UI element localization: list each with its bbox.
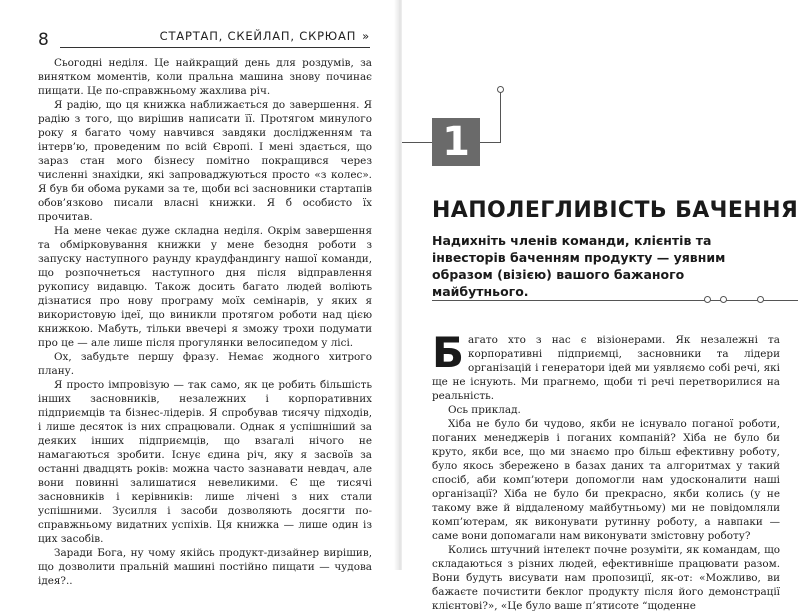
circle-node-icon [757,296,764,303]
chapter-number: 1 [442,119,470,165]
left-page [0,0,398,587]
circle-node-icon [497,86,504,93]
running-head-title: СТАРТАП, СКЕЙЛАП, СКРЮАП [159,29,357,43]
paragraph: Хіба не було би чудово, якби не існувало поганої роботи, поганих менеджерів і поганих компаній? Хіба не було би круто, якби все, що ми знаємо про більш ефективну роботу, було якось збережено в базах даних та алгоритмах у такий спосіб, аби комп’ютери допомогли нам удосконалити наші організації? Хіба не було би прекрасно, якби колись (у не такому вже й віддаленому майбутньому) ми не повідомляли комп’ютерам, як виконувати рутинну роботу, а навпаки — саме вони допомагали нам виконувати змістовну роботу? [432,418,780,542]
decor-line [500,92,501,143]
drop-cap: Б [432,328,465,377]
decor-line [402,142,432,143]
paragraph: Сьогодні неділя. Це найкращий день для роздумів, за винятком моментів, коли пральна машина знову починає пищати. Це по-справжньому жахлива річ. [38,57,372,97]
page-number: 8 [38,30,49,50]
paragraph: На мене чекає дуже складна неділя. Окрім завершення та обмірковування книжки у мене безодня роботи з запуску наступного раунду краудфандингу нашої команди, що розпочнеться наступного дня після відправлення рукопису видавцю. Також досить багато людей воліють дізнатися про нову програму моїх семінарів, у яких я використовую ідеї, що виникли протягом роботи над цією книжкою. Мабуть, тільки ввечері я зможу трохи подумати про це — але лише після прогулянки велосипедом у лісі. [38,225,372,349]
paragraph: Ох, забудьте першу фразу. Немає жодного хитрого плану. [38,351,372,377]
chapter-lead: Надихніть членів команди, клієнтів та інвесторів баченням продукту — уявним образом (візією) вашого бажаного майбутнього. [432,233,726,299]
running-head [60,29,370,48]
circle-node-icon [704,296,711,303]
chapter-title: НАПОЛЕГЛИВІСТЬ БАЧЕННЯ [432,198,799,223]
paragraph: Ось приклад. [448,404,521,416]
paragraph: Я просто імпровізую — так само, як це робить більшість інших засновників, незалежних і корпоративних підприємців та бізнес-лідерів. Я спробував тисячу підходів, і лише десяток із них спрацювали. Однак я успішніший за деяких інших підприємців, що взагалі нічого не намагаються зробити. Існує єдина річ, яку я засвоїв за останні двадцять років: можна часто зазнавати невдач, але вони повинні залишатися невеликими. Є ще тисячі засновників і керівників: лише лічені з них стали успішними. Зусилля і засоби дозволяють досягти по-справжньому видатних успіхів. Ця книжка — лише один із цих засобів. [38,379,372,545]
right-page [402,0,800,612]
first-paragraph-text: агато хто з нас є візіонерами. Як незалежні та корпоративні підприємці, засновники та лідери організацій і генератори ідей ми уявляємо собі речі, які ще не існують. Ми прагнемо, щоби ті речі перетворилися на реальність. [432,334,780,402]
paragraph: Я радію, що ця книжка наближається до завершення. Я радію з того, що вирішив написати її. Протягом минулого року я багато чому навчився завдяки дослідженням та інтерв’ю, проведеним по всій Європі. І мені здається, що зараз стан мого бізнесу помітно покращився через численні знахідки, які запроваджуються просто «з колес». Я був би обома руками за те, щоби всі засновники стартапів обов’язково писали власні книжки. Я б особисто їх прочитав. [38,99,372,223]
decor-line [480,142,500,143]
decor-line [432,300,784,301]
chevron-right-icon: » [362,29,370,43]
left-body-text [38,56,372,588]
right-body-text [432,328,780,613]
paragraph: Заради Бога, ну чому якійсь продукт-дизайнер вирішив, що дозволити пральній машині постійно пищати — чудова ідея?.. [38,547,372,587]
chapter-number-badge [432,118,480,166]
circle-node-icon [720,296,727,303]
decor-line [766,300,798,301]
paragraph [432,328,780,403]
paragraph: Колись штучний інтелект почне розуміти, як командам, що складаються з різних людей, ефективніше працювати разом. Вони будуть висувати нам пропозиції, як-от: «Можливо, ви бажаєте почистити беклог продукту після його демонстрації клієнтові?», «Це було ваше п’ятисоте “щоденне [432,544,780,612]
